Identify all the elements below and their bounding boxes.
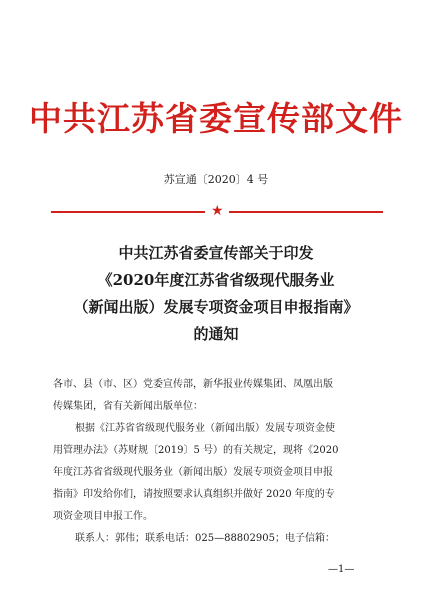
notice-title bbox=[0, 240, 432, 348]
title-line: 中共江苏省委宣传部关于印发 bbox=[118, 244, 314, 262]
red-divider bbox=[51, 203, 383, 219]
body-paragraph-line: 项资金项目申报工作。 bbox=[53, 511, 153, 522]
body-paragraph-line: 指南》印发给你们，请按照要求认真组织并做好 2020 年度的专 bbox=[53, 489, 335, 500]
body-paragraph-line: 根据《江苏省省级现代服务业（新闻出版）发展专项资金使 bbox=[75, 423, 335, 434]
addressee-line: 各市、县（市、区）党委宣传部，新华报业传媒集团、凤凰出版 bbox=[53, 379, 333, 390]
body-paragraph-line: 年度江苏省省级现代服务业（新闻出版）发展专项资金项目申报 bbox=[53, 467, 333, 478]
contact-line: 联系人：郭伟；联系电话：025—88802905；电子信箱： bbox=[75, 533, 335, 544]
star-icon: ★ bbox=[211, 203, 224, 219]
document-number: 苏宣通〔2020〕4 号 bbox=[163, 173, 269, 186]
notice-body bbox=[53, 374, 383, 550]
body-paragraph-line: 用管理办法》（苏财规〔2019〕5 号）的有关规定，现将《2020 bbox=[53, 445, 339, 456]
title-line: 的通知 bbox=[193, 325, 239, 343]
title-line: （新闻出版）发展专项资金项目申报指南》 bbox=[73, 298, 359, 316]
title-line: 《2020年度江苏省省级现代服务业 bbox=[97, 271, 335, 289]
addressee-line: 传媒集团，省有关新闻出版单位： bbox=[53, 401, 203, 412]
divider-line-right bbox=[229, 211, 383, 213]
page-number: —1— bbox=[328, 564, 355, 575]
document-masthead: 中共江苏省委宣传部文件 bbox=[29, 99, 403, 138]
divider-line-left bbox=[51, 211, 205, 213]
